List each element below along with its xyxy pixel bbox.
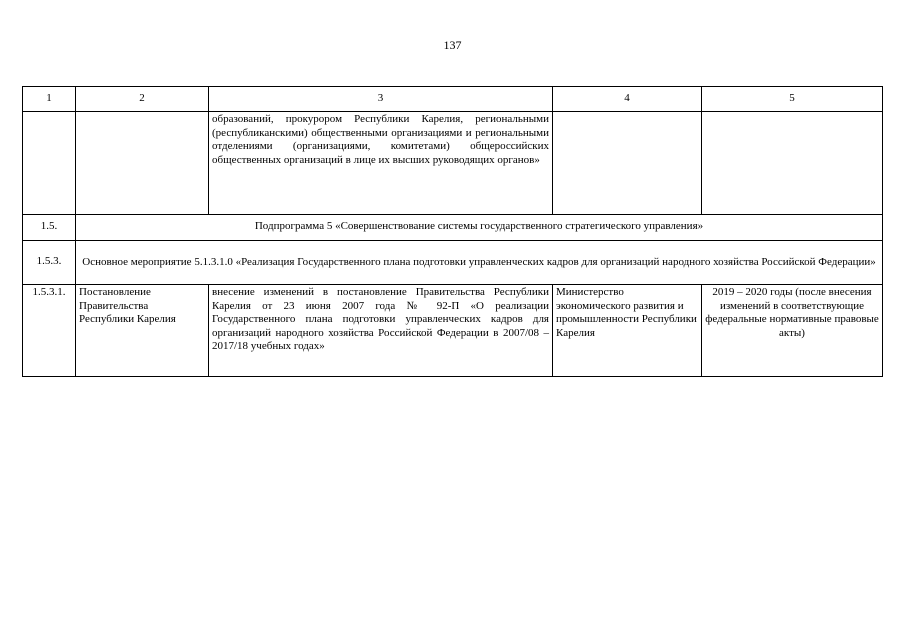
header-col-1: 1 [23,87,76,112]
cell-subprogram-title: Подпрограмма 5 «Совершенствование системы государственного стратегического управления» [76,215,883,241]
header-col-5: 5 [702,87,883,112]
table-row-subprogram [23,215,883,241]
table-row-main-event [23,241,883,285]
cell-item-deadline: 2019 – 2020 годы (после внесения изменений в соответствующие федеральные нормативные правовые акты) [702,285,883,377]
header-col-2: 2 [76,87,209,112]
cell-empty [23,112,76,215]
cell-main-event-number: 1.5.3. [23,241,76,285]
cell-empty [553,112,702,215]
table-header-row [23,87,883,112]
cell-continuation-text: образований, прокурором Республики Карелия, региональными (республиканскими) общественными организациями и региональными отделениями (организациями, комитетами) общероссийских общественных организаций в лице их высших руководящих органов» [209,112,553,215]
header-col-3: 3 [209,87,553,112]
cell-item-description: внесение изменений в постановление Правительства Республики Карелия от 23 июня 2007 года № 92-П «О реализации Государственного плана подготовки управленческих кадров для организаций народного хозяйства Российской Федерации в 2007/08 – 2017/18 учебных годах» [209,285,553,377]
table-row-continuation [23,112,883,215]
cell-subprogram-number: 1.5. [23,215,76,241]
cell-item-number: 1.5.3.1. [23,285,76,377]
table-row-item [23,285,883,377]
document-table [22,86,883,377]
cell-main-event-title: Основное мероприятие 5.1.3.1.0 «Реализация Государственного плана подготовки управленческих кадров для организаций народного хозяйства Российской Федерации» [76,241,883,285]
cell-empty [76,112,209,215]
cell-empty [702,112,883,215]
header-col-4: 4 [553,87,702,112]
cell-item-document-type: Постановление Правительства Республики Карелия [76,285,209,377]
page-number: 137 [443,38,462,52]
cell-item-responsible: Министерство экономического развития и промышленности Республики Карелия [553,285,702,377]
